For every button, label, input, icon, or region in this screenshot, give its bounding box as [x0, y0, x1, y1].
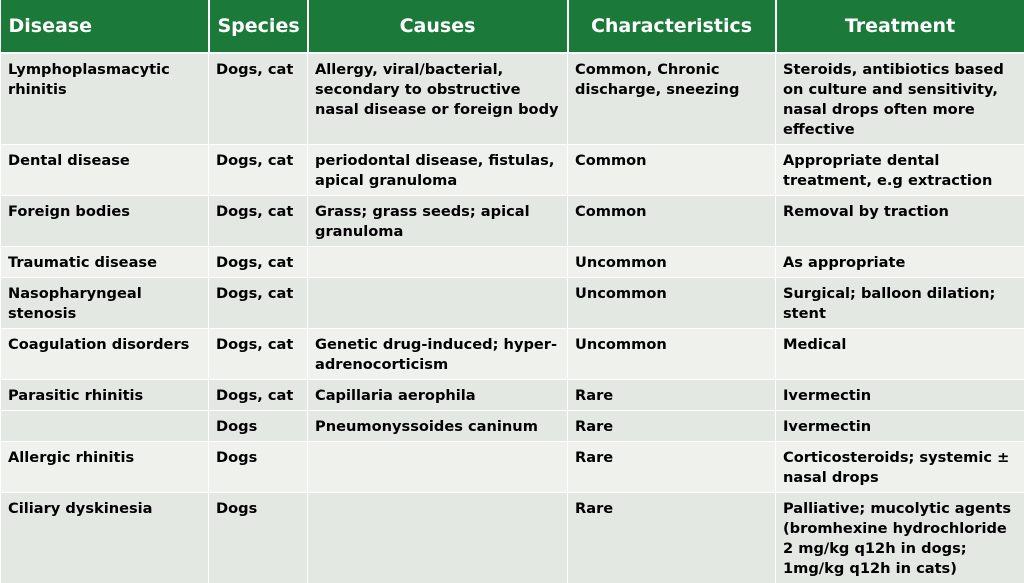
cell-characteristics: Rare: [568, 411, 776, 442]
cell-species: Dogs, cat: [209, 196, 308, 247]
header-species: Species: [209, 0, 308, 53]
cell-treatment: Ivermectin: [776, 380, 1024, 411]
cell-disease: Lymphoplasmacytic rhinitis: [1, 53, 209, 145]
cell-treatment: Surgical; balloon dilation; stent: [776, 278, 1024, 329]
cell-causes: [308, 278, 568, 329]
header-disease: Disease: [1, 0, 209, 53]
cell-treatment: Ivermectin: [776, 411, 1024, 442]
cell-treatment: As appropriate: [776, 247, 1024, 278]
cell-treatment: Medical: [776, 329, 1024, 380]
cell-disease: [1, 411, 209, 442]
header-characteristics: Characteristics: [568, 0, 776, 53]
cell-species: Dogs, cat: [209, 145, 308, 196]
cell-treatment: Steroids, antibiotics based on culture and sensitivity, nasal drops often more effective: [776, 53, 1024, 145]
cell-causes: [308, 493, 568, 583]
cell-treatment: Removal by traction: [776, 196, 1024, 247]
cell-disease: Traumatic disease: [1, 247, 209, 278]
table-row: [1, 411, 1024, 442]
cell-causes: periodontal disease, fistulas, apical granuloma: [308, 145, 568, 196]
cell-species: Dogs, cat: [209, 53, 308, 145]
cell-characteristics: Uncommon: [568, 278, 776, 329]
cell-characteristics: Rare: [568, 380, 776, 411]
cell-species: Dogs, cat: [209, 329, 308, 380]
cell-disease: Foreign bodies: [1, 196, 209, 247]
table-row: [1, 380, 1024, 411]
cell-species: Dogs: [209, 493, 308, 583]
table-row: [1, 329, 1024, 380]
cell-characteristics: Uncommon: [568, 329, 776, 380]
cell-characteristics: Common: [568, 196, 776, 247]
cell-treatment: Palliative; mucolytic agents (bromhexine hydrochloride 2 mg/kg q12h in dogs; 1mg/kg q12h in cats): [776, 493, 1024, 583]
cell-causes: Grass; grass seeds; apical granuloma: [308, 196, 568, 247]
table-row: [1, 493, 1024, 583]
cell-characteristics: Uncommon: [568, 247, 776, 278]
cell-causes: Allergy, viral/bacterial, secondary to obstructive nasal disease or foreign body: [308, 53, 568, 145]
cell-treatment: Corticosteroids; systemic ± nasal drops: [776, 442, 1024, 493]
cell-causes: Genetic drug-induced; hyper-adrenocorticism: [308, 329, 568, 380]
table-row: [1, 145, 1024, 196]
cell-species: Dogs: [209, 442, 308, 493]
cell-species: Dogs, cat: [209, 278, 308, 329]
cell-treatment: Appropriate dental treatment, e.g extraction: [776, 145, 1024, 196]
table-row: [1, 442, 1024, 493]
cell-disease: Coagulation disorders: [1, 329, 209, 380]
header-treatment: Treatment: [776, 0, 1024, 53]
table-row: [1, 247, 1024, 278]
cell-causes: [308, 247, 568, 278]
table-row: [1, 278, 1024, 329]
cell-disease: Ciliary dyskinesia: [1, 493, 209, 583]
cell-characteristics: Rare: [568, 442, 776, 493]
cell-disease: Dental disease: [1, 145, 209, 196]
cell-species: Dogs: [209, 411, 308, 442]
cell-causes: Capillaria aerophila: [308, 380, 568, 411]
cell-characteristics: Common: [568, 145, 776, 196]
cell-characteristics: Rare: [568, 493, 776, 583]
header-row: [1, 0, 1024, 53]
cell-disease: Parasitic rhinitis: [1, 380, 209, 411]
cell-characteristics: Common, Chronic discharge, sneezing: [568, 53, 776, 145]
cell-disease: Allergic rhinitis: [1, 442, 209, 493]
cell-species: Dogs, cat: [209, 247, 308, 278]
cell-causes: Pneumonyssoides caninum: [308, 411, 568, 442]
table-row: [1, 53, 1024, 145]
cell-disease: Nasopharyngeal stenosis: [1, 278, 209, 329]
cell-causes: [308, 442, 568, 493]
header-causes: Causes: [308, 0, 568, 53]
cell-species: Dogs, cat: [209, 380, 308, 411]
table-row: [1, 196, 1024, 247]
